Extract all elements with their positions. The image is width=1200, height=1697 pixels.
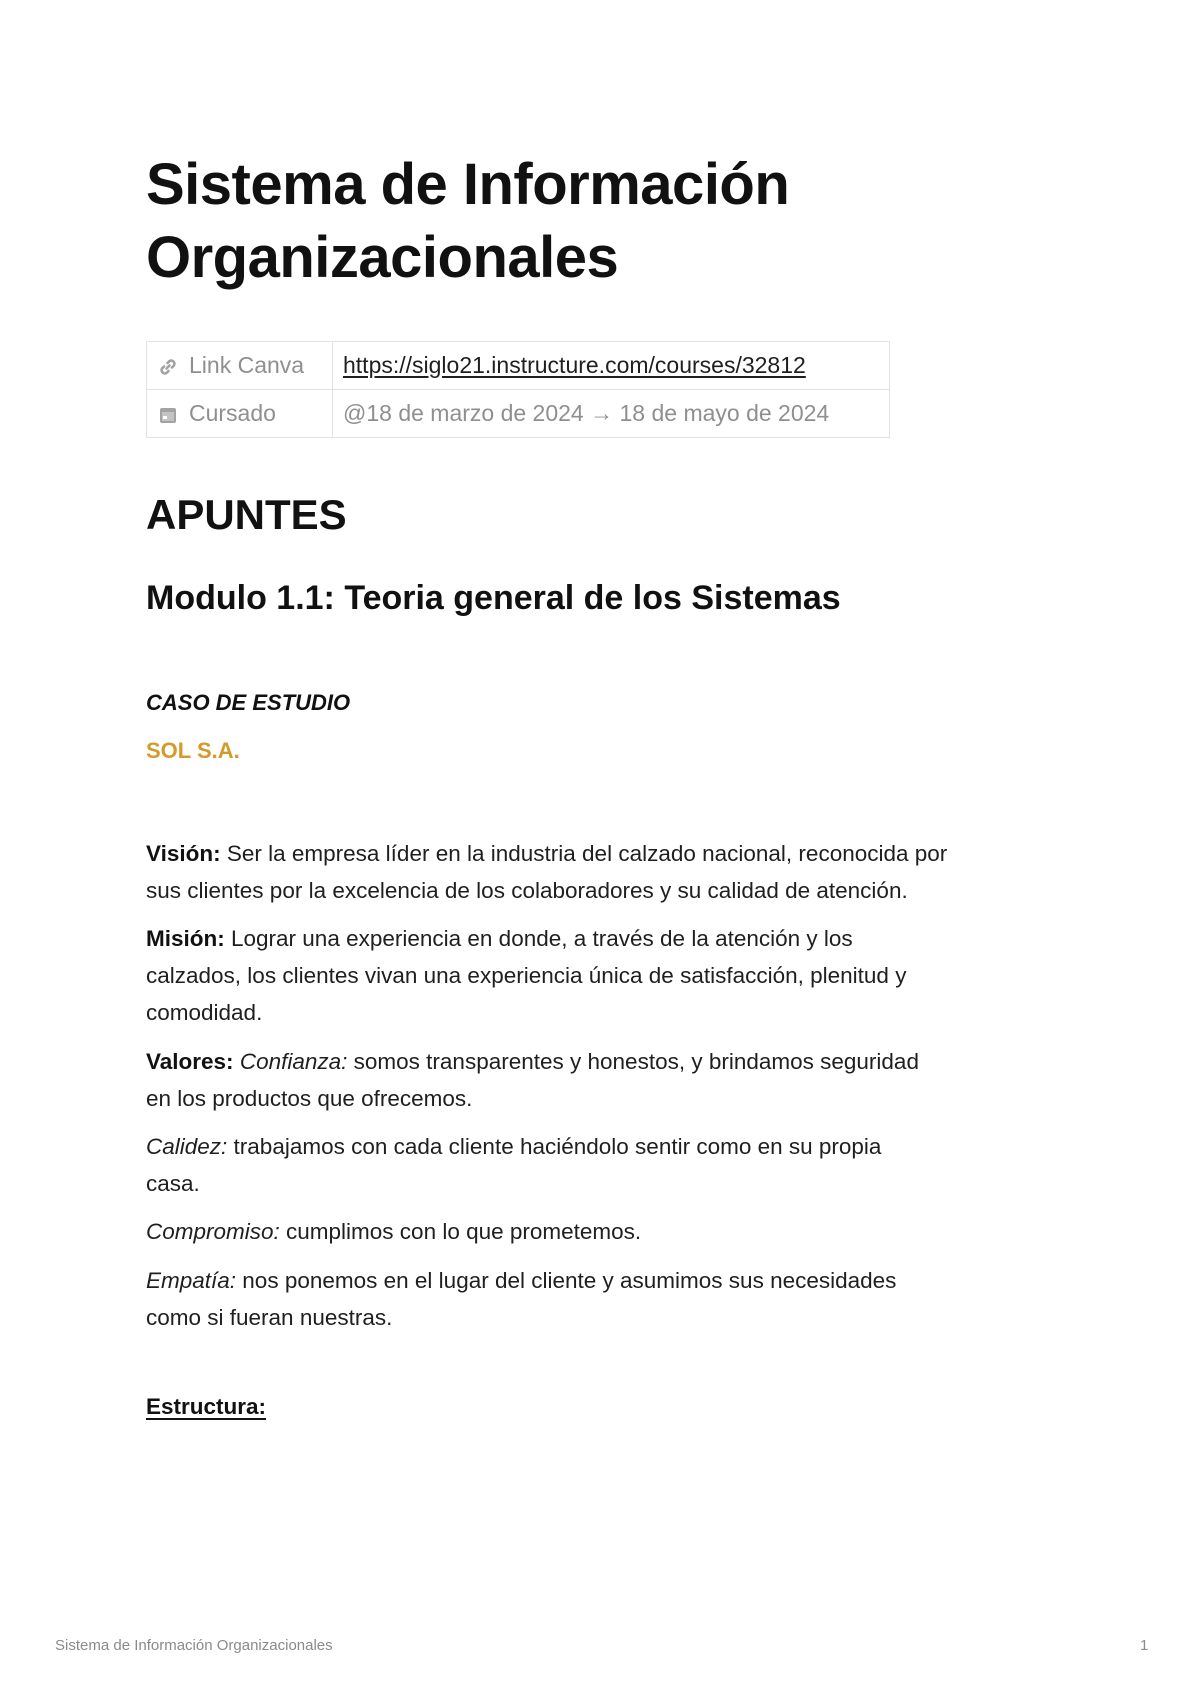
vision-text: sus clientes por la excelencia de los colaboradores y su calidad de atención. bbox=[146, 878, 908, 903]
vision-paragraph bbox=[146, 835, 1066, 909]
footer-page-number: 1 bbox=[1140, 1637, 1149, 1654]
compromiso-text: cumplimos con lo que prometemos. bbox=[279, 1219, 642, 1244]
mision-text: Lograr una experiencia en donde, a través de la atención y los bbox=[224, 926, 853, 951]
link-icon bbox=[157, 355, 179, 378]
property-value-cursado bbox=[333, 390, 890, 438]
property-key-cursado bbox=[147, 390, 333, 438]
empatia-label: Empatía: bbox=[146, 1268, 237, 1293]
estructura-heading: Estructura: bbox=[146, 1394, 267, 1419]
case-study-label: CASO DE ESTUDIO bbox=[146, 690, 351, 715]
calendar-icon bbox=[157, 403, 179, 426]
calidez-paragraph bbox=[146, 1128, 1066, 1202]
properties-table bbox=[146, 341, 890, 438]
confianza-text: somos transparentes y honestos, y brindamos seguridad bbox=[347, 1049, 919, 1074]
vision-label: Visión: bbox=[146, 841, 221, 866]
property-value-link bbox=[333, 342, 890, 390]
calidez-text: trabajamos con cada cliente haciéndolo sentir como en su propia bbox=[227, 1134, 882, 1159]
calidez-text: casa. bbox=[146, 1171, 200, 1196]
empatia-paragraph bbox=[146, 1262, 1066, 1336]
property-row-link bbox=[147, 342, 890, 390]
compromiso-paragraph bbox=[146, 1213, 1066, 1250]
calidez-label: Calidez: bbox=[146, 1134, 228, 1159]
page-title-line2: Organizacionales bbox=[146, 225, 619, 290]
heading-module: Modulo 1.1: Teoria general de los Sistemas bbox=[146, 579, 841, 617]
mision-text: comodidad. bbox=[146, 1000, 263, 1025]
valores-paragraph bbox=[146, 1043, 1066, 1117]
mision-paragraph bbox=[146, 920, 1066, 1031]
property-row-cursado bbox=[147, 390, 890, 438]
confianza-text: en los productos que ofrecemos. bbox=[146, 1086, 473, 1111]
property-label: Link Canva bbox=[189, 352, 305, 378]
valores-label: Valores: bbox=[146, 1049, 234, 1074]
property-label: Cursado bbox=[189, 400, 276, 426]
empatia-text: nos ponemos en el lugar del cliente y asumimos sus necesidades bbox=[236, 1268, 897, 1293]
page-title-line1: Sistema de Información bbox=[146, 152, 790, 217]
compromiso-label: Compromiso: bbox=[146, 1219, 280, 1244]
date-range: @18 de marzo de 2024 → 18 de mayo de 2024 bbox=[343, 400, 830, 426]
heading-apuntes: APUNTES bbox=[146, 491, 347, 538]
canva-link[interactable]: https://siglo21.instructure.com/courses/32812 bbox=[343, 352, 806, 378]
mision-label: Misión: bbox=[146, 926, 225, 951]
empatia-text: como si fueran nuestras. bbox=[146, 1305, 393, 1330]
confianza-label: Confianza: bbox=[239, 1049, 348, 1074]
property-key-link bbox=[147, 342, 333, 390]
mision-text: calzados, los clientes vivan una experiencia única de satisfacción, plenitud y bbox=[146, 963, 907, 988]
page-title bbox=[146, 148, 1046, 294]
vision-text: Ser la empresa líder en la industria del calzado nacional, reconocida por bbox=[220, 841, 948, 866]
company-name: SOL S.A. bbox=[146, 738, 240, 763]
footer-doc-title: Sistema de Información Organizacionales bbox=[55, 1637, 333, 1654]
